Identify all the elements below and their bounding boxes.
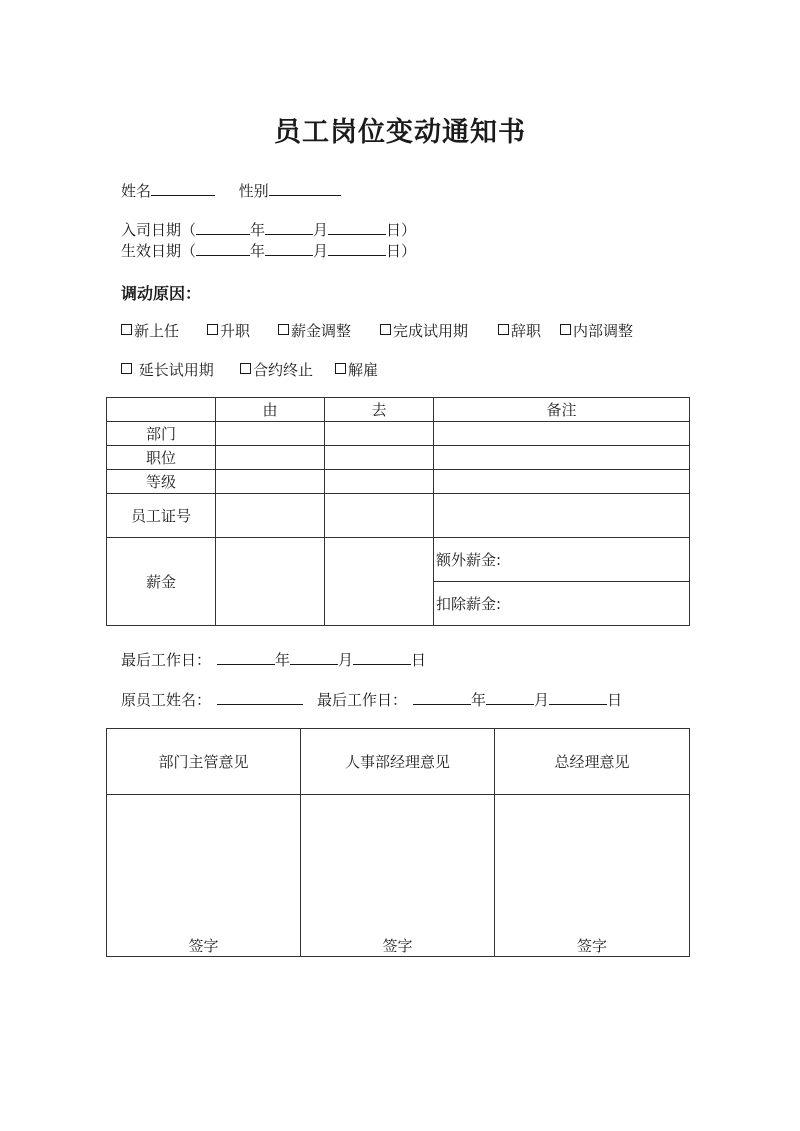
- row-label: 员工证号: [107, 494, 216, 538]
- effective-year-field[interactable]: [196, 241, 250, 256]
- gender-field[interactable]: [269, 181, 341, 196]
- checkbox-icon[interactable]: [121, 363, 132, 374]
- table-header-row: [107, 398, 690, 422]
- row-label: 薪金: [107, 538, 216, 626]
- reason-option[interactable]: 新上任: [121, 320, 207, 341]
- from-cell[interactable]: [216, 422, 325, 446]
- entry-month-field[interactable]: [265, 220, 313, 235]
- checkbox-icon[interactable]: [335, 363, 346, 374]
- reasons-row-1: [121, 320, 633, 341]
- approval-header-row: [107, 729, 690, 795]
- year-label: 年: [250, 242, 266, 260]
- effective-month-field[interactable]: [265, 241, 313, 256]
- original-employee-row: [121, 689, 622, 710]
- from-cell[interactable]: [216, 538, 325, 626]
- reason-option[interactable]: 完成试用期: [380, 320, 498, 341]
- hr-manager-opinion[interactable]: [301, 795, 495, 957]
- dept-supervisor-opinion[interactable]: [107, 795, 301, 957]
- day-label: 日）: [386, 242, 417, 260]
- last-work-day-label-2: 最后工作日：: [317, 691, 408, 709]
- name-field[interactable]: [151, 181, 215, 196]
- reason-option[interactable]: 解雇: [335, 359, 378, 380]
- table-header-cell: 由: [216, 398, 325, 422]
- entry-year-field[interactable]: [196, 220, 250, 235]
- month-label: 月: [534, 691, 550, 709]
- checkbox-icon[interactable]: [560, 324, 571, 335]
- checkbox-icon[interactable]: [278, 324, 289, 335]
- general-manager-header: 总经理意见: [495, 729, 690, 795]
- name-label: 姓名: [121, 182, 152, 200]
- effective-date-label: 生效日期（: [121, 242, 197, 260]
- remark-cell[interactable]: [434, 422, 690, 446]
- orig-month-field[interactable]: [486, 690, 534, 705]
- last-month-field[interactable]: [290, 650, 338, 665]
- checkbox-icon[interactable]: [207, 324, 218, 335]
- day-label: 日: [411, 651, 427, 669]
- table-row: [107, 538, 690, 582]
- year-label: 年: [275, 651, 291, 669]
- year-label: 年: [471, 691, 487, 709]
- from-cell[interactable]: [216, 446, 325, 470]
- last-day-field[interactable]: [353, 650, 411, 665]
- last-work-day-row: [121, 649, 426, 670]
- name-gender-row: [121, 180, 341, 201]
- checkbox-icon[interactable]: [380, 324, 391, 335]
- entry-date-label: 入司日期（: [121, 221, 197, 239]
- reason-option[interactable]: 辞职: [498, 320, 560, 341]
- last-work-day-label: 最后工作日：: [121, 651, 212, 669]
- reason-option[interactable]: 薪金调整: [278, 320, 380, 341]
- table-header-cell: [107, 398, 216, 422]
- signature-label: 签字: [382, 937, 413, 955]
- approval-sign-row: [107, 795, 690, 957]
- day-label: 日）: [386, 221, 417, 239]
- effective-date-row: [121, 240, 416, 261]
- reason-title: 调动原因：: [121, 284, 202, 303]
- approval-table: [106, 728, 690, 957]
- month-label: 月: [313, 221, 329, 239]
- signature-label: 签字: [188, 937, 219, 955]
- checkbox-icon[interactable]: [498, 324, 509, 335]
- year-label: 年: [250, 221, 266, 239]
- table-row: [107, 494, 690, 538]
- remark-cell[interactable]: [434, 446, 690, 470]
- entry-day-field[interactable]: [328, 220, 386, 235]
- page-title: 员工岗位变动通知书: [274, 117, 526, 148]
- reason-option[interactable]: 合约终止: [240, 359, 335, 380]
- from-cell[interactable]: [216, 470, 325, 494]
- remark-cell[interactable]: [434, 494, 690, 538]
- gender-label: 性别: [238, 182, 269, 200]
- row-label: 等级: [107, 470, 216, 494]
- from-cell[interactable]: [216, 494, 325, 538]
- row-label: 职位: [107, 446, 216, 470]
- to-cell[interactable]: [325, 422, 434, 446]
- day-label: 日: [607, 691, 623, 709]
- table-header-cell: 备注: [434, 398, 690, 422]
- orig-day-field[interactable]: [549, 690, 607, 705]
- table-header-cell: 去: [325, 398, 434, 422]
- deduct-salary-cell[interactable]: 扣除薪金:: [434, 582, 690, 626]
- hr-manager-header: 人事部经理意见: [301, 729, 495, 795]
- extra-salary-cell[interactable]: 额外薪金:: [434, 538, 690, 582]
- to-cell[interactable]: [325, 446, 434, 470]
- effective-day-field[interactable]: [328, 241, 386, 256]
- reason-option[interactable]: 内部调整: [560, 320, 633, 341]
- row-label: 部门: [107, 422, 216, 446]
- orig-name-field[interactable]: [217, 690, 303, 705]
- checkbox-icon[interactable]: [240, 363, 251, 374]
- entry-date-row: [121, 219, 416, 240]
- table-row: [107, 422, 690, 446]
- reason-option[interactable]: 延长试用期: [121, 359, 240, 380]
- to-cell[interactable]: [325, 538, 434, 626]
- general-manager-opinion[interactable]: [495, 795, 690, 957]
- last-year-field[interactable]: [217, 650, 275, 665]
- dept-supervisor-header: 部门主管意见: [107, 729, 301, 795]
- orig-name-label: 原员工姓名：: [121, 691, 212, 709]
- signature-label: 签字: [576, 937, 607, 955]
- month-label: 月: [313, 242, 329, 260]
- orig-year-field[interactable]: [413, 690, 471, 705]
- change-details-table: [106, 397, 690, 626]
- table-row: [107, 446, 690, 470]
- table-row: [107, 470, 690, 494]
- to-cell[interactable]: [325, 470, 434, 494]
- remark-cell[interactable]: [434, 470, 690, 494]
- reason-option[interactable]: 升职: [207, 320, 278, 341]
- reasons-row-2: [121, 359, 378, 380]
- month-label: 月: [338, 651, 354, 669]
- checkbox-icon[interactable]: [121, 324, 132, 335]
- to-cell[interactable]: [325, 494, 434, 538]
